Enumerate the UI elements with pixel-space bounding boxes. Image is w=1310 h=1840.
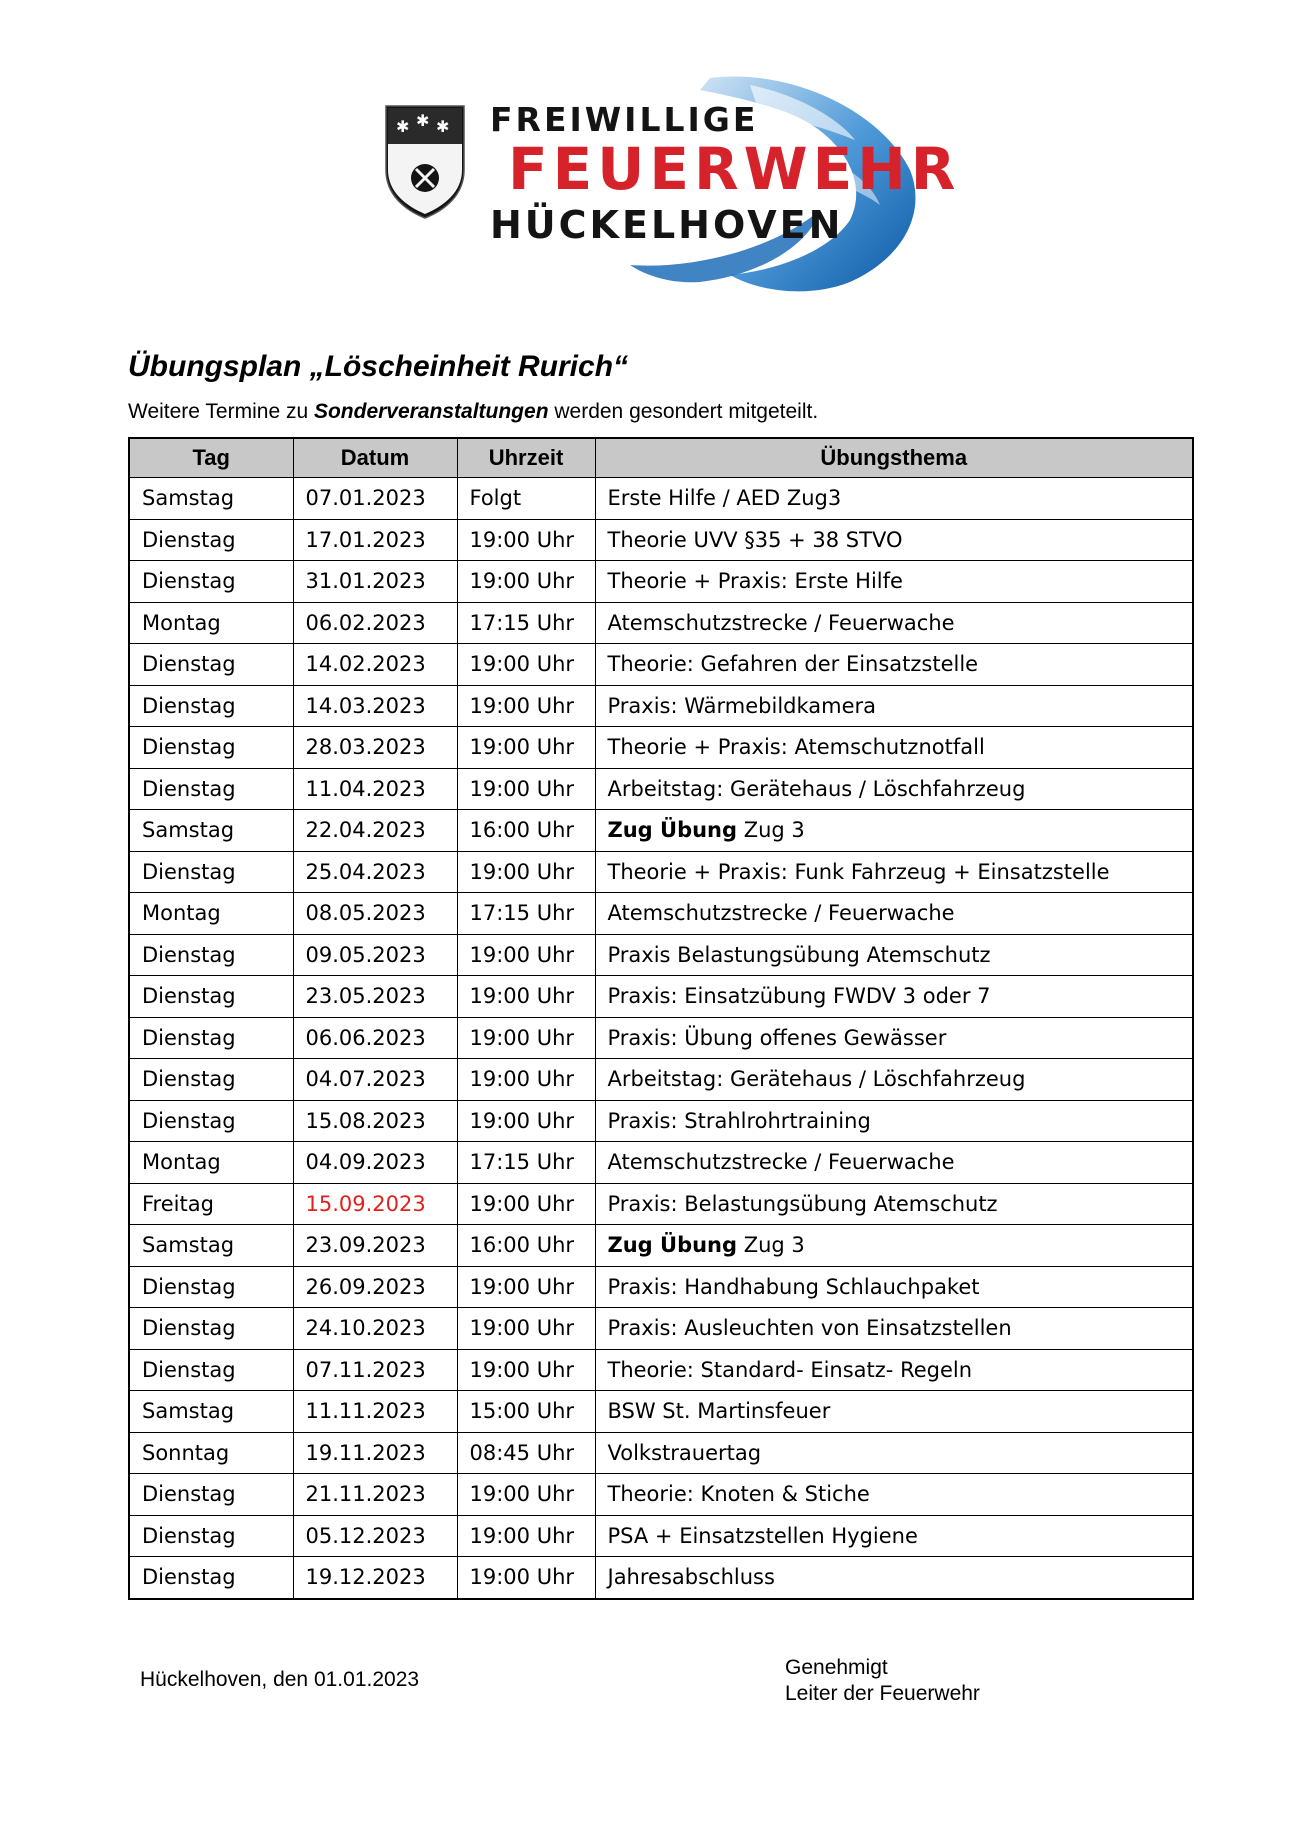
- thema-text: Praxis: Belastungsübung Atemschutz: [607, 1191, 998, 1216]
- logo-text-hueckelhoven: HÜCKELHOVEN: [490, 203, 844, 247]
- table-row: [129, 1432, 1193, 1474]
- thema-text: Arbeitstag: Gerätehaus / Löschfahrzeug: [607, 1067, 1026, 1092]
- cell-thema: [595, 1017, 1193, 1059]
- thema-text: Praxis Belastungsübung Atemschutz: [607, 942, 991, 967]
- table-row: [129, 893, 1193, 935]
- cell-tag: Dienstag: [129, 519, 293, 561]
- cell-tag: Samstag: [129, 810, 293, 852]
- cell-uhrzeit: 19:00 Uhr: [457, 851, 595, 893]
- page-subtitle: [128, 400, 818, 424]
- table-row: [129, 1142, 1193, 1184]
- cell-uhrzeit: 19:00 Uhr: [457, 934, 595, 976]
- thema-text: Arbeitstag: Gerätehaus / Löschfahrzeug: [607, 776, 1026, 801]
- thema-text: Zug 3: [737, 1233, 805, 1258]
- cell-tag: Samstag: [129, 1391, 293, 1433]
- table-row: [129, 1557, 1193, 1599]
- subtitle-post: werden gesondert mitgeteilt.: [548, 400, 819, 423]
- cell-datum: 15.08.2023: [293, 1100, 457, 1142]
- cell-tag: Dienstag: [129, 1308, 293, 1350]
- cell-tag: Dienstag: [129, 644, 293, 686]
- cell-datum: 05.12.2023: [293, 1515, 457, 1557]
- cell-datum: 17.01.2023: [293, 519, 457, 561]
- subtitle-emphasis: Sonderveranstaltungen: [313, 400, 549, 423]
- cell-uhrzeit: 16:00 Uhr: [457, 1225, 595, 1267]
- cell-thema: [595, 1474, 1193, 1516]
- thema-text: BSW St. Martinsfeuer: [607, 1399, 831, 1424]
- cell-datum: 15.09.2023: [293, 1183, 457, 1225]
- cell-datum: 07.01.2023: [293, 478, 457, 520]
- cell-uhrzeit: 19:00 Uhr: [457, 1017, 595, 1059]
- header-thema: Übungsthema: [595, 438, 1193, 478]
- cell-tag: Dienstag: [129, 1515, 293, 1557]
- cell-tag: Dienstag: [129, 727, 293, 769]
- thema-bold-text: Zug Übung: [607, 1233, 738, 1258]
- thema-text: Theorie: Knoten & Stiche: [607, 1482, 870, 1507]
- svg-text:✱: ✱: [416, 111, 430, 130]
- place-and-date: Hückelhoven, den 01.01.2023: [140, 1668, 420, 1691]
- cell-thema: [595, 685, 1193, 727]
- table-row: [129, 1308, 1193, 1350]
- thema-text: Theorie: Gefahren der Einsatzstelle: [607, 652, 979, 677]
- table-row: [129, 851, 1193, 893]
- cell-thema: [595, 1308, 1193, 1350]
- cell-uhrzeit: 19:00 Uhr: [457, 561, 595, 603]
- cell-datum: 04.07.2023: [293, 1059, 457, 1101]
- cell-datum: 21.11.2023: [293, 1474, 457, 1516]
- cell-uhrzeit: 08:45 Uhr: [457, 1432, 595, 1474]
- cell-datum: 08.05.2023: [293, 893, 457, 935]
- cell-uhrzeit: 19:00 Uhr: [457, 768, 595, 810]
- cell-datum: 11.11.2023: [293, 1391, 457, 1433]
- logo-text-freiwillige: FREIWILLIGE: [490, 100, 759, 139]
- cell-datum: 06.06.2023: [293, 1017, 457, 1059]
- thema-text: Praxis: Übung offenes Gewässer: [607, 1025, 947, 1050]
- table-row: [129, 1017, 1193, 1059]
- table-header-row: [129, 438, 1193, 478]
- cell-thema: [595, 1557, 1193, 1599]
- cell-thema: [595, 893, 1193, 935]
- cell-uhrzeit: 19:00 Uhr: [457, 1349, 595, 1391]
- cell-datum: 06.02.2023: [293, 602, 457, 644]
- cell-datum: 11.04.2023: [293, 768, 457, 810]
- cell-datum: 14.02.2023: [293, 644, 457, 686]
- cell-thema: [595, 934, 1193, 976]
- cell-thema: [595, 519, 1193, 561]
- cell-thema: [595, 1515, 1193, 1557]
- table-row: [129, 1391, 1193, 1433]
- fire-brigade-logo: [380, 70, 961, 300]
- cell-datum: 25.04.2023: [293, 851, 457, 893]
- thema-text: Praxis: Ausleuchten von Einsatzstellen: [607, 1316, 1012, 1341]
- cell-thema: [595, 1142, 1193, 1184]
- thema-text: Jahresabschluss: [607, 1565, 775, 1590]
- table-row: [129, 1100, 1193, 1142]
- thema-text: Theorie: Standard- Einsatz- Regeln: [607, 1357, 973, 1382]
- thema-text: Praxis: Einsatzübung FWDV 3 oder 7: [607, 984, 991, 1009]
- table-row: [129, 810, 1193, 852]
- table-row: [129, 561, 1193, 603]
- cell-tag: Sonntag: [129, 1432, 293, 1474]
- table-row: [129, 602, 1193, 644]
- cell-uhrzeit: 19:00 Uhr: [457, 1557, 595, 1599]
- thema-text: Atemschutzstrecke / Feuerwache: [607, 610, 955, 635]
- header-tag: Tag: [129, 438, 293, 478]
- approval-line-2: Leiter der Feuerwehr: [785, 1682, 980, 1705]
- cell-thema: [595, 561, 1193, 603]
- cell-thema: [595, 1225, 1193, 1267]
- cell-datum: 22.04.2023: [293, 810, 457, 852]
- cell-thema: [595, 1349, 1193, 1391]
- cell-tag: Dienstag: [129, 768, 293, 810]
- thema-text: PSA + Einsatzstellen Hygiene: [607, 1523, 918, 1548]
- cell-uhrzeit: 19:00 Uhr: [457, 1474, 595, 1516]
- cell-tag: Dienstag: [129, 685, 293, 727]
- header-uhrzeit: Uhrzeit: [457, 438, 595, 478]
- coat-of-arms-icon: [386, 106, 464, 218]
- cell-tag: Samstag: [129, 478, 293, 520]
- cell-datum: 14.03.2023: [293, 685, 457, 727]
- cell-uhrzeit: 19:00 Uhr: [457, 685, 595, 727]
- thema-text: Zug 3: [737, 818, 805, 843]
- table-body: [129, 478, 1193, 1599]
- table-row: [129, 934, 1193, 976]
- approval-block: [785, 1655, 980, 1707]
- approval-line-1: Genehmigt: [785, 1656, 888, 1679]
- table-row: [129, 685, 1193, 727]
- table-row: [129, 644, 1193, 686]
- table-row: [129, 1225, 1193, 1267]
- cell-thema: [595, 1391, 1193, 1433]
- thema-text: Theorie + Praxis: Erste Hilfe: [607, 569, 903, 594]
- logo-text-feuerwehr: FEUERWEHR: [508, 135, 961, 203]
- subtitle-pre: Weitere Termine zu: [128, 400, 314, 423]
- cell-thema: [595, 1266, 1193, 1308]
- table-row: [129, 1515, 1193, 1557]
- cell-datum: 19.11.2023: [293, 1432, 457, 1474]
- cell-datum: 26.09.2023: [293, 1266, 457, 1308]
- cell-tag: Montag: [129, 1142, 293, 1184]
- cell-tag: Dienstag: [129, 934, 293, 976]
- cell-tag: Montag: [129, 893, 293, 935]
- table-row: [129, 768, 1193, 810]
- cell-tag: Dienstag: [129, 1349, 293, 1391]
- cell-tag: Dienstag: [129, 561, 293, 603]
- cell-thema: [595, 727, 1193, 769]
- table-row: [129, 1059, 1193, 1101]
- cell-tag: Montag: [129, 602, 293, 644]
- cell-datum: 28.03.2023: [293, 727, 457, 769]
- table-row: [129, 1183, 1193, 1225]
- cell-thema: [595, 768, 1193, 810]
- cell-tag: Dienstag: [129, 1557, 293, 1599]
- cell-tag: Dienstag: [129, 1017, 293, 1059]
- cell-datum: 24.10.2023: [293, 1308, 457, 1350]
- cell-tag: Dienstag: [129, 976, 293, 1018]
- cell-tag: Dienstag: [129, 1266, 293, 1308]
- cell-thema: [595, 976, 1193, 1018]
- cell-datum: 09.05.2023: [293, 934, 457, 976]
- cell-tag: Dienstag: [129, 851, 293, 893]
- cell-thema: [595, 644, 1193, 686]
- cell-thema: [595, 1059, 1193, 1101]
- thema-text: Theorie UVV §35 + 38 STVO: [607, 527, 903, 552]
- table-row: [129, 976, 1193, 1018]
- cell-uhrzeit: 19:00 Uhr: [457, 976, 595, 1018]
- cell-uhrzeit: 19:00 Uhr: [457, 644, 595, 686]
- thema-text: Praxis: Strahlrohrtraining: [607, 1108, 871, 1133]
- cell-uhrzeit: 17:15 Uhr: [457, 602, 595, 644]
- cell-tag: Dienstag: [129, 1474, 293, 1516]
- cell-uhrzeit: 19:00 Uhr: [457, 1266, 595, 1308]
- thema-text: Praxis: Handhabung Schlauchpaket: [607, 1274, 980, 1299]
- thema-text: Theorie + Praxis: Atemschutznotfall: [607, 735, 985, 760]
- table-row: [129, 1266, 1193, 1308]
- cell-datum: 04.09.2023: [293, 1142, 457, 1184]
- page-title: Übungsplan „Löscheinheit Rurich“: [128, 350, 629, 383]
- cell-thema: [595, 851, 1193, 893]
- training-schedule-table: [128, 437, 1194, 1600]
- cell-thema: [595, 1432, 1193, 1474]
- cell-datum: 19.12.2023: [293, 1557, 457, 1599]
- cell-uhrzeit: Folgt: [457, 478, 595, 520]
- cell-tag: Dienstag: [129, 1100, 293, 1142]
- cell-tag: Samstag: [129, 1225, 293, 1267]
- cell-uhrzeit: 19:00 Uhr: [457, 1059, 595, 1101]
- cell-datum: 23.09.2023: [293, 1225, 457, 1267]
- cell-uhrzeit: 17:15 Uhr: [457, 893, 595, 935]
- cell-thema: [595, 478, 1193, 520]
- cell-thema: [595, 602, 1193, 644]
- cell-uhrzeit: 19:00 Uhr: [457, 1515, 595, 1557]
- cell-uhrzeit: 19:00 Uhr: [457, 1308, 595, 1350]
- thema-text: Atemschutzstrecke / Feuerwache: [607, 901, 955, 926]
- cell-datum: 31.01.2023: [293, 561, 457, 603]
- cell-uhrzeit: 19:00 Uhr: [457, 519, 595, 561]
- thema-text: Atemschutzstrecke / Feuerwache: [607, 1150, 955, 1175]
- cell-uhrzeit: 15:00 Uhr: [457, 1391, 595, 1433]
- cell-uhrzeit: 19:00 Uhr: [457, 1100, 595, 1142]
- cell-thema: [595, 810, 1193, 852]
- table-row: [129, 1349, 1193, 1391]
- cell-thema: [595, 1100, 1193, 1142]
- svg-text:✱: ✱: [436, 117, 450, 136]
- cell-uhrzeit: 17:15 Uhr: [457, 1142, 595, 1184]
- thema-text: Theorie + Praxis: Funk Fahrzeug + Einsatzstelle: [607, 859, 1110, 884]
- cell-datum: 23.05.2023: [293, 976, 457, 1018]
- cell-datum: 07.11.2023: [293, 1349, 457, 1391]
- cell-uhrzeit: 16:00 Uhr: [457, 810, 595, 852]
- table-row: [129, 1474, 1193, 1516]
- thema-text: Erste Hilfe / AED Zug3: [607, 486, 842, 511]
- header-datum: Datum: [293, 438, 457, 478]
- table-row: [129, 727, 1193, 769]
- thema-bold-text: Zug Übung: [607, 818, 738, 843]
- table-row: [129, 478, 1193, 520]
- cell-uhrzeit: 19:00 Uhr: [457, 1183, 595, 1225]
- thema-text: Volkstrauertag: [607, 1440, 762, 1465]
- cell-tag: Dienstag: [129, 1059, 293, 1101]
- cell-tag: Freitag: [129, 1183, 293, 1225]
- cell-uhrzeit: 19:00 Uhr: [457, 727, 595, 769]
- table-row: [129, 519, 1193, 561]
- cell-thema: [595, 1183, 1193, 1225]
- svg-text:✱: ✱: [396, 117, 410, 136]
- thema-text: Praxis: Wärmebildkamera: [607, 693, 877, 718]
